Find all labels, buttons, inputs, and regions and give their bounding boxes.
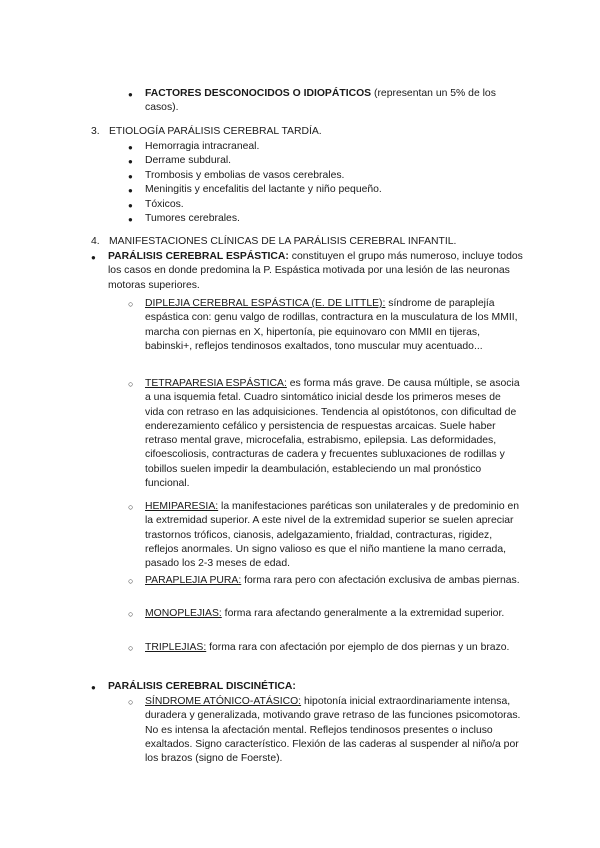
list-item: Derrame subdural. xyxy=(145,155,232,166)
subitem-term: MONOPLEJIAS: xyxy=(145,608,222,619)
monoplejias-item xyxy=(145,607,522,621)
list-item: Tumores cerebrales. xyxy=(145,213,240,224)
subitem-term: SÍNDROME ATÓNICO-ATÁSICO: xyxy=(145,696,302,707)
bullet-dot-icon: ● xyxy=(128,172,133,181)
subitem-text: la manifestaciones paréticas son unilaterales y de predominio en la extremidad superior. A este nivel de la extremidad superior se suelen apreciar trastornos tróficos, cianosis, adelgazamiento, frialdad, contracturas, rigidez, reflejos anormales. Un signo valioso es que el niño mantiene la mano cerrada, pasado los 2-3 meses de edad. xyxy=(145,501,520,570)
tetraparesia-item xyxy=(145,377,522,491)
discinetica-heading xyxy=(108,680,296,694)
bullet-circle-icon: ○ xyxy=(128,299,134,309)
discinetica-heading-label: PARÁLISIS CEREBRAL DISCINÉTICA: xyxy=(108,681,296,692)
espastica-text: constituyen el grupo más numeroso, incluye todos los casos en donde predomina la P. Espástica motivada por una lesión de las neuronas motoras superiores. xyxy=(108,251,523,291)
subitem-term: HEMIPARESIA: xyxy=(145,501,219,512)
subitem-term: TETRAPARESIA ESPÁSTICA: xyxy=(145,378,287,389)
subitem-term: PARAPLEJIA PURA: xyxy=(145,575,242,586)
bullet-dot-icon: ● xyxy=(128,157,133,166)
list-item: Tóxicos. xyxy=(145,199,184,210)
bullet-dot-icon: ● xyxy=(91,253,96,262)
bullet-dot-icon: ● xyxy=(91,683,96,692)
list-item: Hemorragia intracraneal. xyxy=(145,141,260,152)
item-bold-label: FACTORES DESCONOCIDOS O IDIOPÁTICOS xyxy=(145,88,372,99)
subitem-term: DIPLEJIA CEREBRAL ESPÁSTICA (E. DE LITTLE): xyxy=(145,298,386,309)
triplejias-item xyxy=(145,641,522,655)
idiopathic-factors-item xyxy=(145,87,525,116)
list-item: Trombosis y embolias de vasos cerebrales. xyxy=(145,170,345,181)
atonico-atasico-item xyxy=(145,695,522,766)
section-4-heading: MANIFESTACIONES CLÍNICAS DE LA PARÁLISIS CEREBRAL INFANTIL. xyxy=(109,236,457,247)
bullet-dot-icon: ● xyxy=(128,186,133,195)
section-3-number: 3. xyxy=(91,126,100,137)
bullet-dot-icon: ● xyxy=(128,215,133,224)
subitem-text: es forma más grave. De causa múltiple, se asocia a una isquemia fetal. Cuadro sintomático inicial desde los primeros meses de vida con retraso en las adquisiciones. Tendencia al opistótonos, con dificultad de enderezamiento cefálico y persistencia de respuestas arcaicas. Suele haber retraso mental grave, microcefalia, estrabismo, epilepsia. Las deformidades, cifoescoliosis, contracturas de cadera y frecuentes subluxaciones de rodillas y tobillos suelen impedir la deambulación, estableciendo un mal pronóstico funcional. xyxy=(145,378,520,490)
subitem-text: forma rara con afectación por ejemplo de dos piernas y un brazo. xyxy=(206,642,510,653)
hemiparesia-item xyxy=(145,500,522,571)
subitem-text: forma rara pero con afectación exclusiva de ambas piernas. xyxy=(241,575,520,586)
bullet-circle-icon: ○ xyxy=(128,502,134,512)
list-item: Meningitis y encefalitis del lactante y niño pequeño. xyxy=(145,184,382,195)
item-text: (representan un 5% de los casos). xyxy=(145,88,496,114)
bullet-dot-icon: ● xyxy=(128,143,133,152)
espastica-heading: PARÁLISIS CEREBRAL ESPÁSTICA: xyxy=(108,251,289,262)
bullet-circle-icon: ○ xyxy=(128,379,134,389)
diplejia-item xyxy=(145,297,522,354)
paraplejia-item xyxy=(145,574,522,588)
bullet-dot-icon: ● xyxy=(128,90,133,99)
section-4-number: 4. xyxy=(91,236,100,247)
bullet-circle-icon: ○ xyxy=(128,576,134,586)
bullet-dot-icon: ● xyxy=(128,201,133,210)
bullet-circle-icon: ○ xyxy=(128,697,134,707)
section-3-heading: ETIOLOGÍA PARÁLISIS CEREBRAL TARDÍA. xyxy=(109,126,322,137)
subitem-text: síndrome de paraplejía espástica con: genu valgo de rodillas, contractura en la musculatura de los MMII, marcha con piernas en X, hipertonía, pie equinovaro con MMII en tijeras, babinski+, reflejos tendinosos exaltados, tono muscular muy acentuado... xyxy=(145,298,518,352)
subitem-text: forma rara afectando generalmente a la extremidad superior. xyxy=(221,608,505,619)
subitem-text: hipotonía inicial extraordinariamente intensa, duradera y generalizada, motivando grave retraso de las funciones psicomotoras. No es intensa la afectación mental. Reflejos tendinosos presentes o incluso exaltados. Signo característico. Flexión de las caderas al suspender al niño/a por los brazos (signo de Foerste). xyxy=(145,696,521,765)
bullet-circle-icon: ○ xyxy=(128,609,134,619)
subitem-term: TRIPLEJIAS: xyxy=(145,642,207,653)
bullet-circle-icon: ○ xyxy=(128,643,134,653)
espastica-paragraph xyxy=(108,250,528,293)
